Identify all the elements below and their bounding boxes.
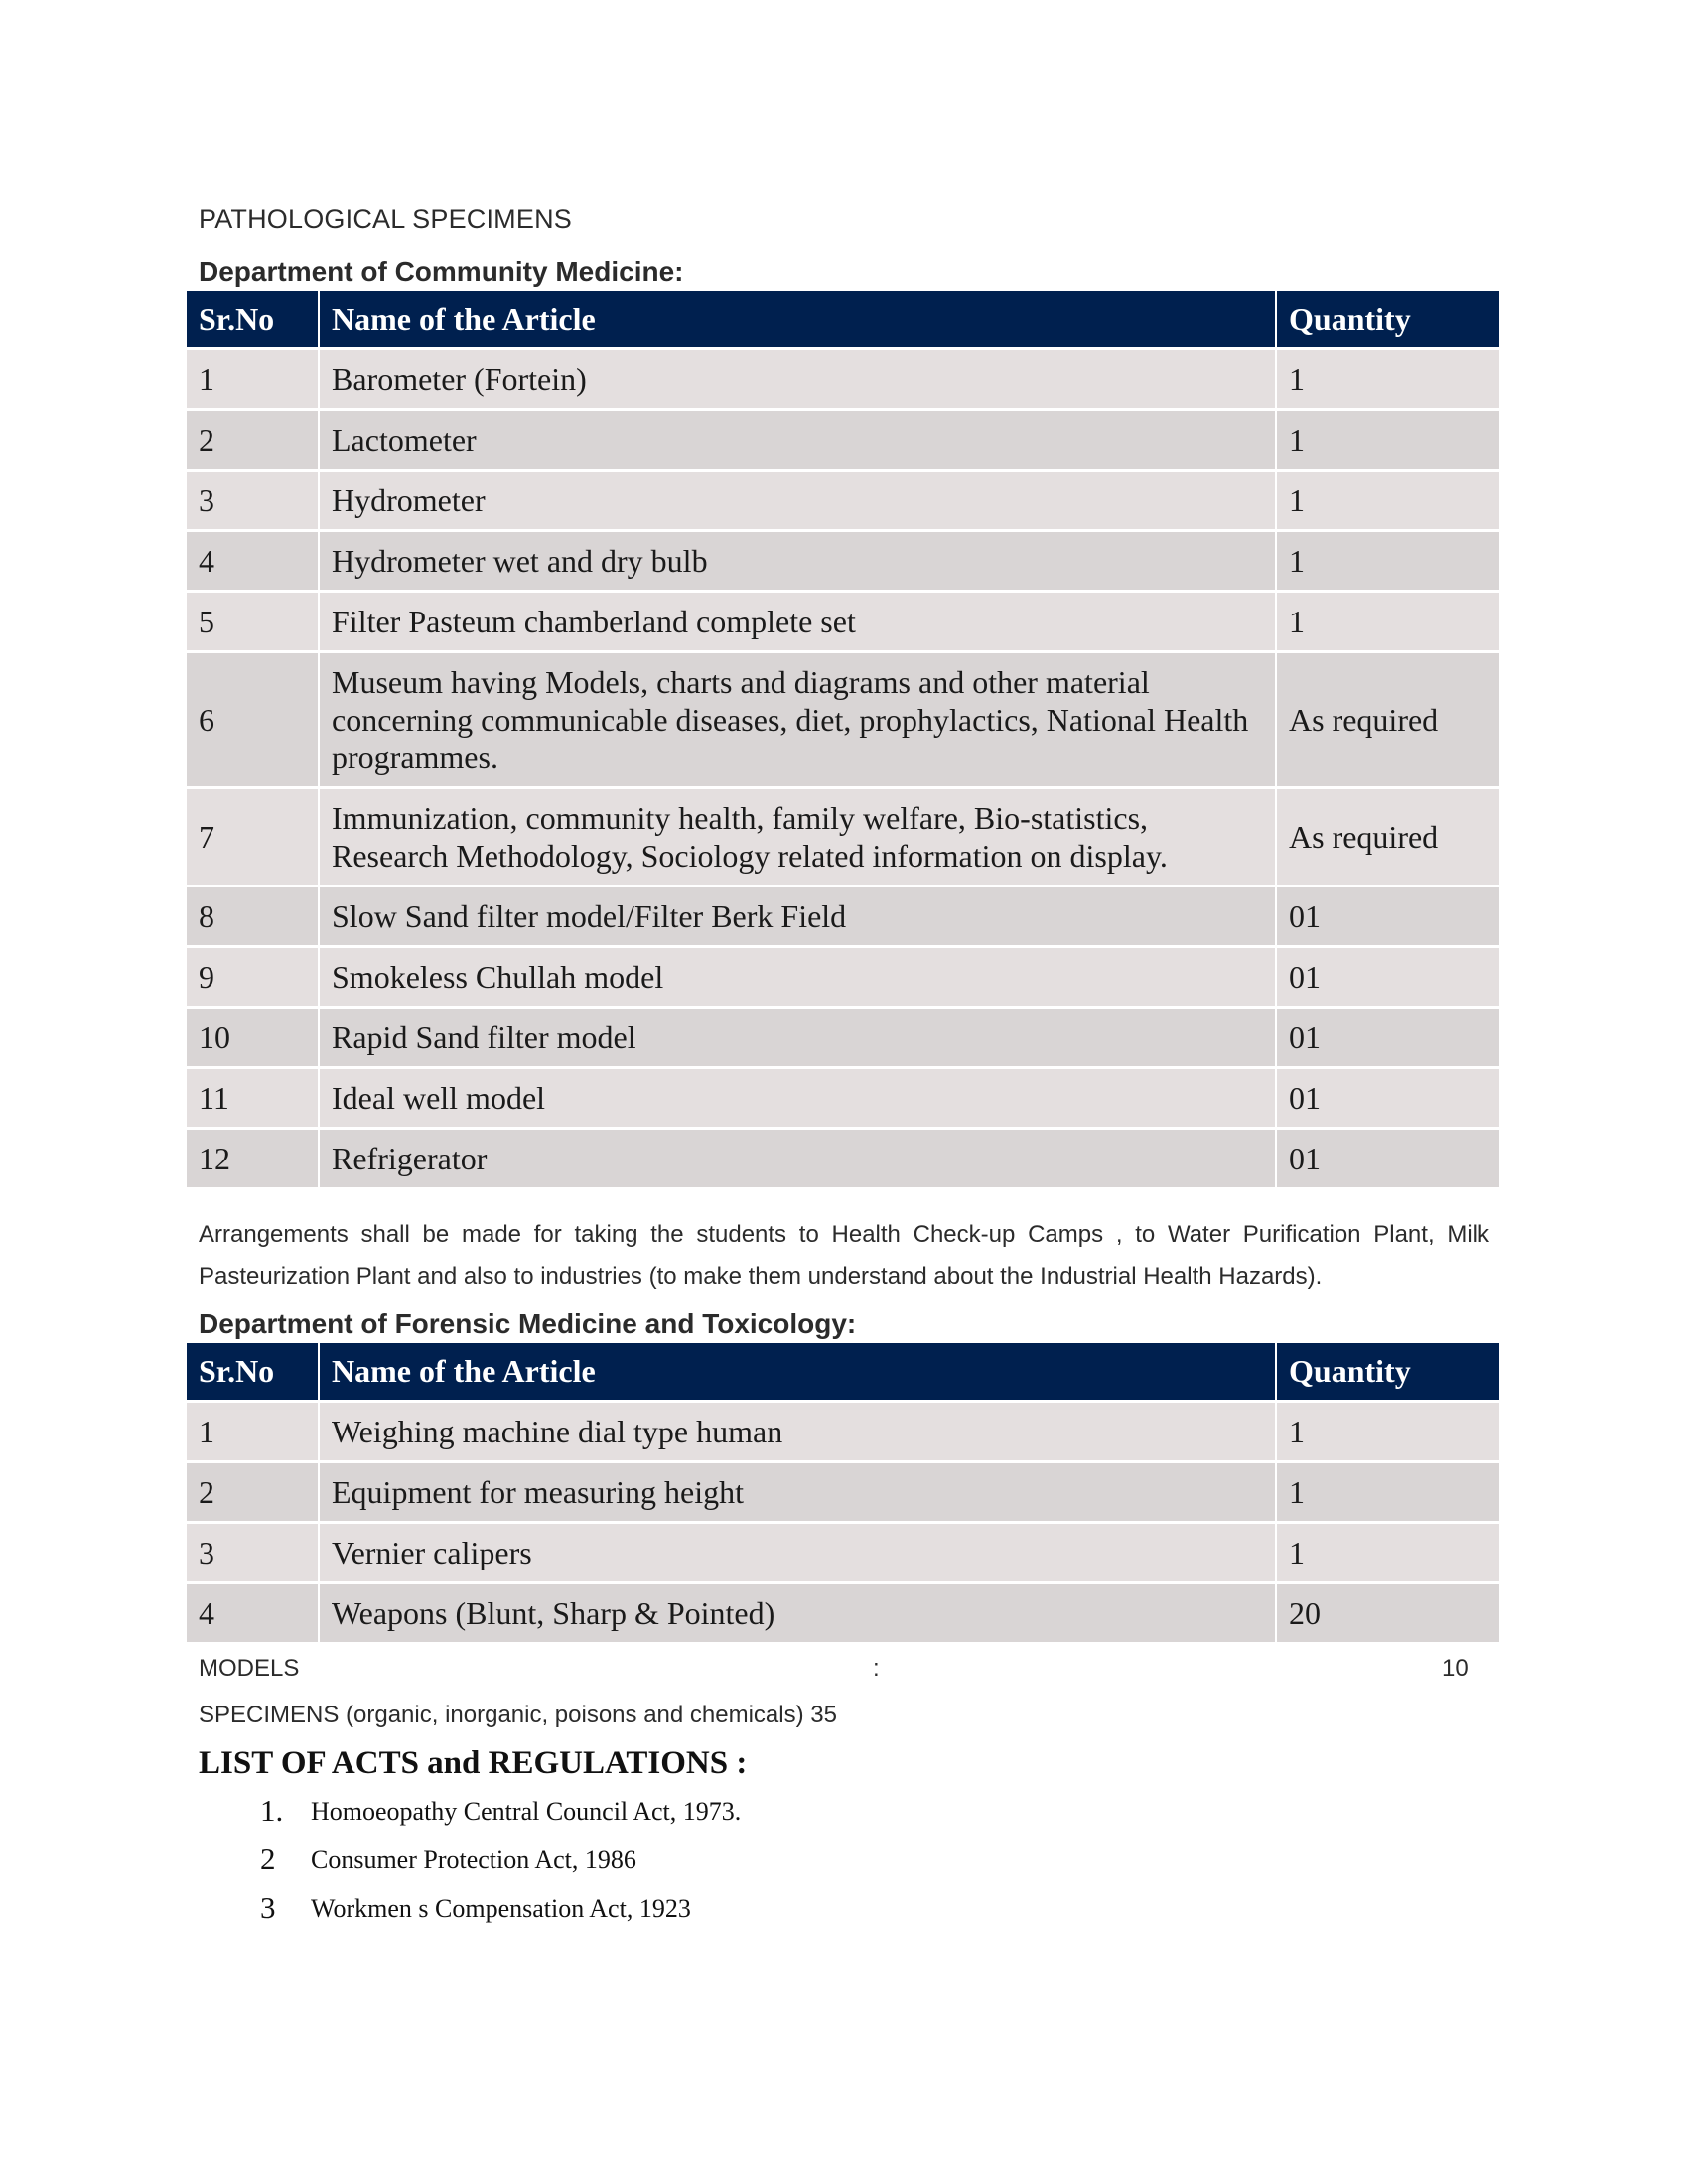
table-header-row: [187, 1343, 1499, 1401]
cell-article: Museum having Models, charts and diagrams and other material concerning communicable diseases, diet, prophylactics, National Health programmes.: [319, 651, 1276, 787]
cell-srno: 7: [187, 787, 319, 886]
cell-article: Filter Pasteum chamberland complete set: [319, 591, 1276, 651]
cell-article: Hydrometer wet and dry bulb: [319, 530, 1276, 591]
cell-srno: 2: [187, 409, 319, 470]
table-row: [187, 409, 1499, 470]
cell-quantity: 01: [1276, 946, 1499, 1007]
table-header-row: [187, 291, 1499, 348]
cell-quantity: 1: [1276, 1401, 1499, 1461]
cell-article: Weighing machine dial type human: [319, 1401, 1276, 1461]
table-row: [187, 651, 1499, 787]
act-number: 1.: [260, 1793, 284, 1828]
table-row: [187, 946, 1499, 1007]
forensic-medicine-heading: Department of Forensic Medicine and Toxicology:: [199, 1308, 857, 1339]
column-header-quantity: Quantity: [1276, 1343, 1499, 1401]
cell-quantity: As required: [1276, 651, 1499, 787]
community-medicine-heading: Department of Community Medicine:: [199, 256, 684, 287]
act-item: Consumer Protection Act, 1986: [311, 1845, 636, 1874]
arrangements-paragraph: Arrangements shall be made for taking the students to Health Check-up Camps , to Water Purification Plant, Milk Pasteurization Plant and also to industries (to make them understand about the Industrial Health Hazards).: [199, 1221, 1489, 1290]
cell-article: Hydrometer: [319, 470, 1276, 530]
cell-srno: 2: [187, 1461, 319, 1522]
cell-quantity: 1: [1276, 591, 1499, 651]
cell-article: Equipment for measuring height: [319, 1461, 1276, 1522]
cell-quantity: 1: [1276, 470, 1499, 530]
column-header-srno: Sr.No: [187, 291, 319, 348]
specimens-line: SPECIMENS (organic, inorganic, poisons and chemicals) 35: [199, 1702, 837, 1728]
column-header-article: Name of the Article: [319, 1343, 1276, 1401]
table-row: [187, 348, 1499, 409]
act-item: Homoeopathy Central Council Act, 1973.: [311, 1797, 742, 1826]
table-row: [187, 1007, 1499, 1067]
cell-quantity: 01: [1276, 886, 1499, 946]
table-row: [187, 1067, 1499, 1128]
cell-article: Smokeless Chullah model: [319, 946, 1276, 1007]
cell-quantity: 01: [1276, 1128, 1499, 1188]
cell-srno: 3: [187, 1522, 319, 1582]
table-row: [187, 591, 1499, 651]
cell-quantity: 1: [1276, 1461, 1499, 1522]
cell-srno: 1: [187, 348, 319, 409]
cell-srno: 10: [187, 1007, 319, 1067]
cell-srno: 4: [187, 530, 319, 591]
table-row: [187, 1128, 1499, 1188]
cell-article: Ideal well model: [319, 1067, 1276, 1128]
cell-srno: 6: [187, 651, 319, 787]
community-medicine-table: [187, 291, 1499, 1190]
cell-quantity: 01: [1276, 1007, 1499, 1067]
table-row: [187, 1522, 1499, 1582]
cell-srno: 5: [187, 591, 319, 651]
table-row: [187, 886, 1499, 946]
cell-article: Rapid Sand filter model: [319, 1007, 1276, 1067]
models-count: 10: [1442, 1655, 1469, 1682]
table-row: [187, 1461, 1499, 1522]
cell-srno: 12: [187, 1128, 319, 1188]
cell-article: Barometer (Fortein): [319, 348, 1276, 409]
cell-srno: 4: [187, 1582, 319, 1643]
cell-article: Vernier calipers: [319, 1522, 1276, 1582]
acts-heading: LIST OF ACTS and REGULATIONS :: [199, 1745, 748, 1781]
cell-quantity: 1: [1276, 409, 1499, 470]
cell-quantity: 01: [1276, 1067, 1499, 1128]
cell-quantity: 1: [1276, 530, 1499, 591]
forensic-medicine-table: [187, 1343, 1499, 1645]
cell-article: Immunization, community health, family welfare, Bio-statistics, Research Methodology, Sociology related information on display.: [319, 787, 1276, 886]
cell-article: Lactometer: [319, 409, 1276, 470]
cell-srno: 9: [187, 946, 319, 1007]
section-title: PATHOLOGICAL SPECIMENS: [199, 205, 572, 234]
act-number: 3: [260, 1890, 276, 1925]
table-row: [187, 787, 1499, 886]
column-header-quantity: Quantity: [1276, 291, 1499, 348]
cell-article: Refrigerator: [319, 1128, 1276, 1188]
cell-srno: 3: [187, 470, 319, 530]
table-row: [187, 530, 1499, 591]
table-row: [187, 1401, 1499, 1461]
cell-quantity: 1: [1276, 348, 1499, 409]
act-item: Workmen s Compensation Act, 1923: [311, 1894, 691, 1923]
table-row: [187, 1582, 1499, 1643]
cell-article: Weapons (Blunt, Sharp & Pointed): [319, 1582, 1276, 1643]
cell-article: Slow Sand filter model/Filter Berk Field: [319, 886, 1276, 946]
cell-quantity: 1: [1276, 1522, 1499, 1582]
cell-srno: 1: [187, 1401, 319, 1461]
column-header-article: Name of the Article: [319, 291, 1276, 348]
models-label: MODELS: [199, 1655, 300, 1682]
cell-srno: 11: [187, 1067, 319, 1128]
cell-srno: 8: [187, 886, 319, 946]
act-number: 2: [260, 1842, 276, 1876]
cell-quantity: As required: [1276, 787, 1499, 886]
models-separator: :: [873, 1655, 880, 1682]
cell-quantity: 20: [1276, 1582, 1499, 1643]
table-row: [187, 470, 1499, 530]
column-header-srno: Sr.No: [187, 1343, 319, 1401]
